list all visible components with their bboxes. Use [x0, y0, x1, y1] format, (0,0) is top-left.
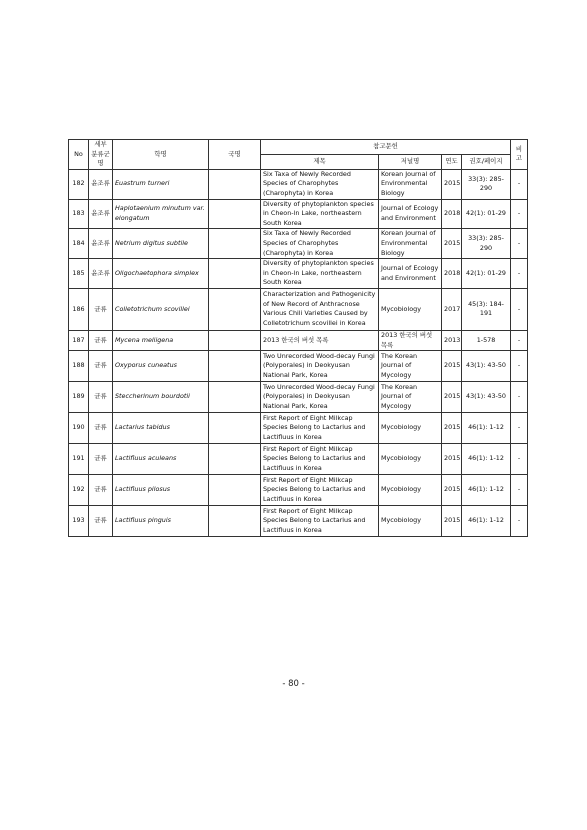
row-title: Characterization and Pathogenicity of New Record of Anthracnose Various Chili Varieties Caused by Colletotrichum scovillei in Korea: [261, 288, 379, 330]
row-journal: Mycobiology: [379, 475, 442, 506]
row-journal: Journal of Ecology and Environment: [379, 259, 442, 289]
row-korean-name: [209, 444, 261, 475]
row-journal: Mycobiology: [379, 288, 442, 330]
table-row: [69, 351, 528, 382]
row-scientific-name: Oligochaetophora simplex: [113, 259, 209, 289]
row-note: -: [511, 382, 528, 413]
row-number: 192: [69, 475, 89, 506]
row-number: 185: [69, 259, 89, 289]
row-subgroup: 균류: [89, 506, 113, 537]
row-note: -: [511, 229, 528, 259]
row-korean-name: [209, 199, 261, 229]
row-korean-name: [209, 169, 261, 199]
row-year: 2018: [442, 259, 462, 289]
header-korean-name: 국명: [209, 140, 261, 170]
row-title: First Report of Eight Milkcap Species Belong to Lactarius and Lactifluus in Korea: [261, 475, 379, 506]
row-volume-pages: 43(1): 43-50: [462, 351, 511, 382]
row-title: Six Taxa of Newly Recorded Species of Charophytes (Charophyta) in Korea: [261, 169, 379, 199]
row-note: -: [511, 506, 528, 537]
row-korean-name: [209, 413, 261, 444]
header-title: 제목: [261, 154, 379, 169]
row-volume-pages: 46(1): 1-12: [462, 413, 511, 444]
row-scientific-name: Netrium digitus subtile: [113, 229, 209, 259]
row-volume-pages: 42(1): 01-29: [462, 259, 511, 289]
row-subgroup: 균류: [89, 444, 113, 475]
row-year: 2015: [442, 475, 462, 506]
row-year: 2013: [442, 330, 462, 350]
row-year: 2015: [442, 169, 462, 199]
row-volume-pages: 33(3): 285-290: [462, 169, 511, 199]
row-subgroup: 균류: [89, 382, 113, 413]
row-year: 2015: [442, 382, 462, 413]
row-volume-pages: 43(1): 43-50: [462, 382, 511, 413]
header-journal: 저널명: [379, 154, 442, 169]
row-note: -: [511, 330, 528, 350]
row-scientific-name: Mycena meliigena: [113, 330, 209, 350]
row-title: First Report of Eight Milkcap Species Belong to Lactarius and Lactifluus in Korea: [261, 444, 379, 475]
row-journal: Korean Journal of Environmental Biology: [379, 229, 442, 259]
row-subgroup: 균류: [89, 351, 113, 382]
row-journal: The Korean Journal of Mycology: [379, 382, 442, 413]
row-scientific-name: Haplotaenium minutum var. elongatum: [113, 199, 209, 229]
row-korean-name: [209, 288, 261, 330]
row-korean-name: [209, 259, 261, 289]
table-row: [69, 475, 528, 506]
header-note: 비고: [511, 140, 528, 170]
row-year: 2015: [442, 506, 462, 537]
row-scientific-name: Colletotrichum scovillei: [113, 288, 209, 330]
row-title: Diversity of phytoplankton species in Cheon-ln Lake, northeastern South Korea: [261, 199, 379, 229]
table-row: [69, 413, 528, 444]
row-number: 184: [69, 229, 89, 259]
row-journal: Korean Journal of Environmental Biology: [379, 169, 442, 199]
row-subgroup: 윤조류: [89, 229, 113, 259]
row-number: 191: [69, 444, 89, 475]
row-scientific-name: Lactifluus pilosus: [113, 475, 209, 506]
row-note: -: [511, 199, 528, 229]
table-row: [69, 229, 528, 259]
row-subgroup: 균류: [89, 330, 113, 350]
row-title: Six Taxa of Newly Recorded Species of Charophytes (Charophyta) in Korea: [261, 229, 379, 259]
page-number: - 80 -: [282, 679, 305, 689]
row-note: -: [511, 351, 528, 382]
row-year: 2015: [442, 413, 462, 444]
row-journal: 2013 한국의 버섯 목록: [379, 330, 442, 350]
row-note: -: [511, 444, 528, 475]
table-row: [69, 444, 528, 475]
row-title: First Report of Eight Milkcap Species Belong to Lactarius and Lactifluus in Korea: [261, 413, 379, 444]
row-subgroup: 윤조류: [89, 199, 113, 229]
row-note: -: [511, 169, 528, 199]
table-row: [69, 330, 528, 350]
row-korean-name: [209, 506, 261, 537]
table-row: [69, 259, 528, 289]
table-row: [69, 382, 528, 413]
row-journal: Mycobiology: [379, 444, 442, 475]
row-scientific-name: Euastrum turneri: [113, 169, 209, 199]
table-row: [69, 169, 528, 199]
table-row: [69, 199, 528, 229]
row-year: 2015: [442, 444, 462, 475]
table-row: [69, 506, 528, 537]
row-volume-pages: 42(1): 01-29: [462, 199, 511, 229]
row-year: 2018: [442, 199, 462, 229]
row-subgroup: 균류: [89, 475, 113, 506]
row-volume-pages: 33(3): 285-290: [462, 229, 511, 259]
row-note: -: [511, 259, 528, 289]
row-korean-name: [209, 330, 261, 350]
header-volume-pages: 권호/페이지: [462, 154, 511, 169]
row-number: 189: [69, 382, 89, 413]
row-title: 2013 한국의 버섯 목록: [261, 330, 379, 350]
row-scientific-name: Oxyporus cuneatus: [113, 351, 209, 382]
row-note: -: [511, 288, 528, 330]
row-subgroup: 균류: [89, 288, 113, 330]
row-number: 193: [69, 506, 89, 537]
row-korean-name: [209, 475, 261, 506]
header-no: No: [69, 140, 89, 170]
header-subgroup-line1: 세부: [94, 140, 107, 148]
row-title: Two Unrecorded Wood-decay Fungi (Polyporales) in Deokyusan National Park, Korea: [261, 351, 379, 382]
header-scientific-name: 학명: [113, 140, 209, 170]
row-volume-pages: 46(1): 1-12: [462, 475, 511, 506]
row-volume-pages: 46(1): 1-12: [462, 444, 511, 475]
species-reference-table: [68, 139, 528, 537]
row-journal: Mycobiology: [379, 413, 442, 444]
header-year: 연도: [442, 154, 462, 169]
row-journal: Journal of Ecology and Environment: [379, 199, 442, 229]
row-volume-pages: 1-578: [462, 330, 511, 350]
row-title: First Report of Eight Milkcap Species Belong to Lactarius and Lactifluus in Korea: [261, 506, 379, 537]
row-note: -: [511, 413, 528, 444]
row-year: 2015: [442, 229, 462, 259]
row-scientific-name: Steccherinum bourdotii: [113, 382, 209, 413]
header-subgroup: [89, 140, 113, 170]
row-number: 187: [69, 330, 89, 350]
row-note: -: [511, 475, 528, 506]
row-number: 182: [69, 169, 89, 199]
row-year: 2015: [442, 351, 462, 382]
row-subgroup: 윤조류: [89, 169, 113, 199]
row-scientific-name: Lactifluus aculeans: [113, 444, 209, 475]
row-scientific-name: Lactarius tabidus: [113, 413, 209, 444]
row-year: 2017: [442, 288, 462, 330]
row-korean-name: [209, 351, 261, 382]
row-korean-name: [209, 229, 261, 259]
row-journal: Mycobiology: [379, 506, 442, 537]
row-subgroup: 균류: [89, 413, 113, 444]
row-volume-pages: 45(3): 184-191: [462, 288, 511, 330]
row-subgroup: 윤조류: [89, 259, 113, 289]
row-scientific-name: Lactifluus pinguis: [113, 506, 209, 537]
row-number: 190: [69, 413, 89, 444]
row-title: Two Unrecorded Wood-decay Fungi (Polyporales) in Deokyusan National Park, Korea: [261, 382, 379, 413]
row-title: Diversity of phytoplankton species in Cheon-ln Lake, northeastern South Korea: [261, 259, 379, 289]
table-row: [69, 288, 528, 330]
row-journal: The Korean Journal of Mycology: [379, 351, 442, 382]
table-body: [69, 169, 528, 536]
header-subgroup-line2: 분류군명: [91, 149, 110, 168]
row-volume-pages: 46(1): 1-12: [462, 506, 511, 537]
row-number: 186: [69, 288, 89, 330]
row-korean-name: [209, 382, 261, 413]
row-number: 183: [69, 199, 89, 229]
header-references: 참고문헌: [261, 140, 511, 155]
row-number: 188: [69, 351, 89, 382]
